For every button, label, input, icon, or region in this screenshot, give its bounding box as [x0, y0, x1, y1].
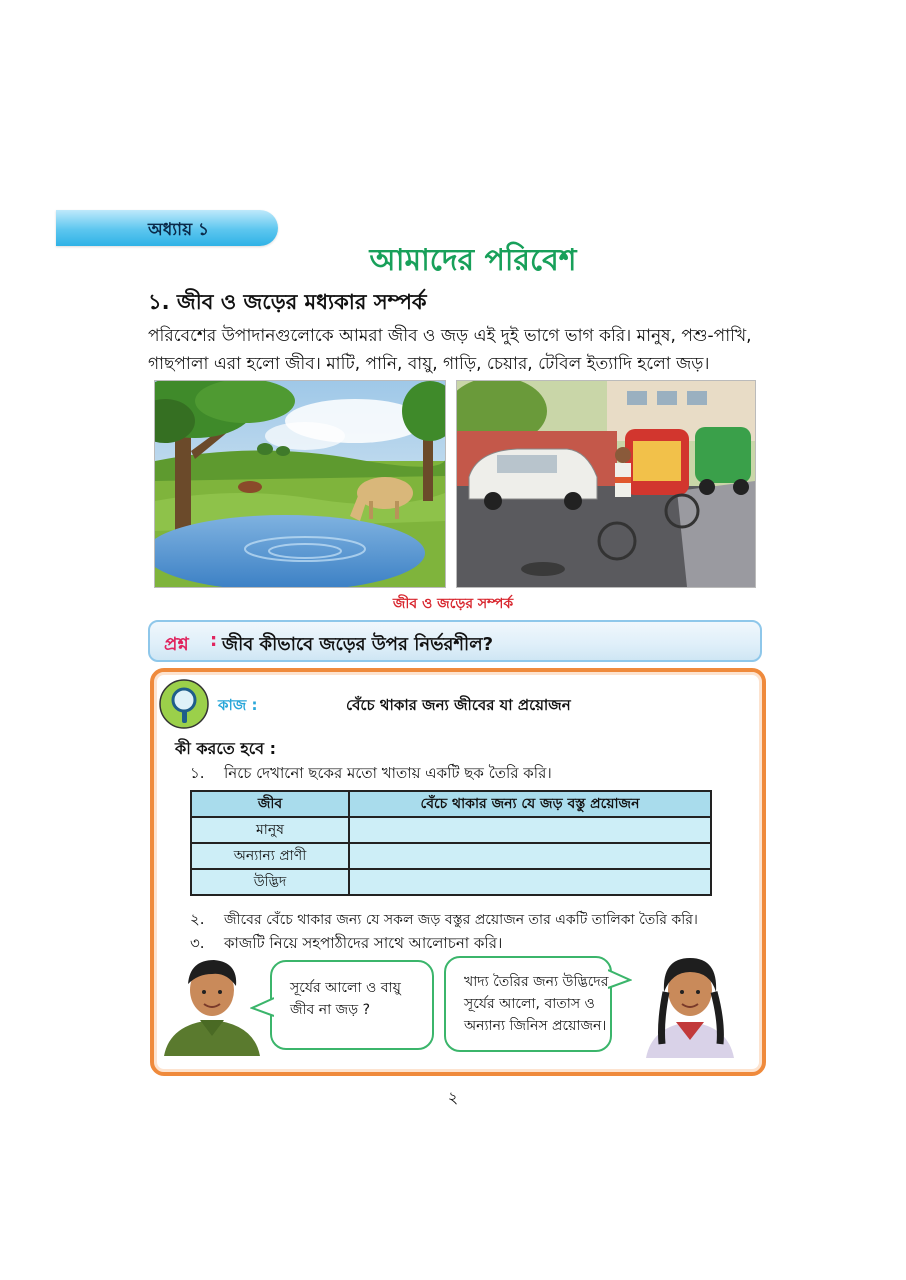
boy-illustration: [160, 950, 264, 1056]
page-title-text: আমাদের পরিবেশ: [369, 243, 577, 278]
bubble-line: সূর্যের আলো ও বায়ু: [290, 980, 401, 996]
street-illustration: [456, 380, 756, 588]
chapter-tab-label: অধ্যায় ১: [148, 220, 210, 240]
girl-illustration: [632, 948, 748, 1058]
step-text: জীবের বেঁচে থাকার জন্য যে সকল জড় বস্তুর প্রয়োজন তার একটি তালিকা তৈরি করি।: [224, 912, 698, 928]
needs-table: [190, 790, 712, 896]
question-bar: [148, 620, 762, 662]
page-number: ২: [447, 1088, 459, 1107]
speech-bubble-right: [444, 956, 612, 1052]
step-number: ৩.: [190, 934, 205, 952]
street-scene-image: [457, 381, 755, 587]
table-cell: [349, 869, 711, 895]
intro-paragraph: [148, 322, 768, 378]
table-row: [191, 817, 711, 843]
intro-line: গাছপালা এরা হলো জীব। মাটি, পানি, বায়ু, গাড়ি, চেয়ার, টেবিল ইত্যাদি হলো জড়।: [148, 354, 710, 374]
bubble-tail-icon: [250, 996, 274, 1018]
bubble-line: সূর্যের আলো, বাতাস ও: [464, 996, 595, 1012]
section-heading: ১. জীব ও জড়ের মধ্যকার সম্পর্ক: [148, 290, 427, 314]
illustration-caption: জীব ও জড়ের সম্পর্ক: [392, 596, 514, 612]
table-header-row: [191, 791, 711, 817]
table-row: [191, 869, 711, 895]
step-text: কাজটি নিয়ে সহপাঠীদের সাথে আলোচনা করি।: [224, 934, 503, 952]
table-cell: [349, 817, 711, 843]
step-number: ২.: [190, 910, 205, 928]
table-cell: মানুষ: [191, 817, 349, 843]
magnifier-icon: [158, 678, 210, 730]
what-to-do-heading: কী করতে হবে :: [175, 739, 277, 758]
question-label: প্রশ্ন: [164, 634, 189, 655]
step-item: [190, 762, 730, 782]
step-item: [190, 908, 750, 928]
task-label: কাজ :: [218, 696, 258, 714]
bubble-line: জীব না জড় ?: [290, 1002, 371, 1018]
table-cell: অন্যান্য প্রাণী: [191, 843, 349, 869]
table-header-cell: জীব: [191, 791, 349, 817]
bubble-tail-icon: [608, 968, 632, 990]
intro-line: পরিবেশের উপাদানগুলোকে আমরা জীব ও জড় এই দুই ভাগে ভাগ করি। মানুষ, পশু-পাখি,: [148, 326, 752, 346]
task-title: বেঁচে থাকার জন্য জীবের যা প্রয়োজন: [346, 696, 571, 714]
table-cell: [349, 843, 711, 869]
step-number: ১.: [190, 764, 205, 782]
step-text: নিচে দেখানো ছকের মতো খাতায় একটি ছক তৈরি করি।: [224, 764, 552, 782]
nature-scene-image: [155, 381, 445, 587]
bubble-line: খাদ্য তৈরির জন্য উদ্ভিদের: [464, 974, 609, 990]
nature-illustration: [154, 380, 446, 588]
page-title: [0, 236, 906, 287]
question-text: জীব কীভাবে জড়ের উপর নির্ভরশীল?: [222, 634, 494, 655]
table-cell: উদ্ভিদ: [191, 869, 349, 895]
bubble-line: অন্যান্য জিনিস প্রয়োজন।: [464, 1018, 607, 1034]
question-separator: :: [210, 630, 218, 651]
speech-bubble-left: [270, 960, 434, 1050]
table-row: [191, 843, 711, 869]
table-header-cell: বেঁচে থাকার জন্য যে জড় বস্তু প্রয়োজন: [349, 791, 711, 817]
